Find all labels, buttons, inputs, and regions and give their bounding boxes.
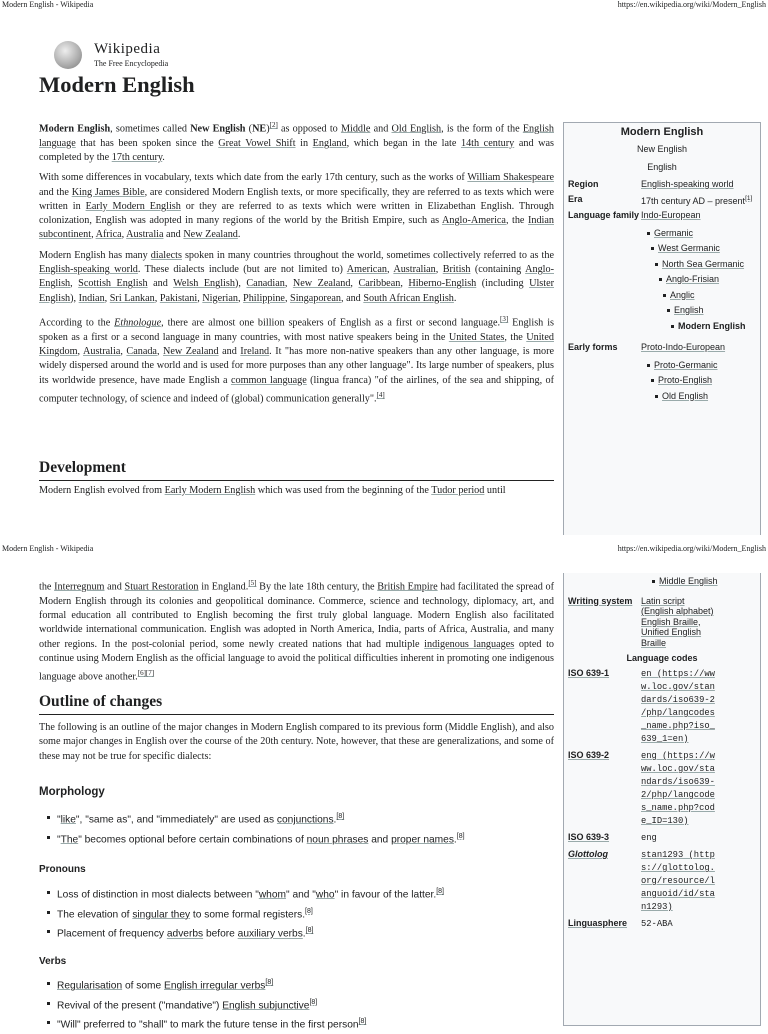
infobox-label-region: Region bbox=[568, 179, 599, 189]
family-tree-item[interactable]: Anglo-Frisian bbox=[666, 274, 720, 284]
development-paragraph-start: Modern English evolved from Early Modern English which was used from the beginning of the Tudor period until bbox=[39, 485, 506, 496]
section-heading-outline: Outline of changes bbox=[39, 693, 554, 715]
family-tree-item[interactable]: Anglic bbox=[670, 289, 695, 300]
infobox-glottolog-link[interactable]: stan1293 (http s://glottolog. org/resource/l anguoid/id/sta n1293) bbox=[641, 850, 715, 912]
writing-item[interactable]: Unified English bbox=[641, 627, 702, 637]
infobox-row-region bbox=[564, 177, 760, 192]
infobox-era-ref[interactable]: [1] bbox=[745, 194, 753, 202]
infobox-row-era bbox=[564, 192, 760, 209]
early-forms-item[interactable]: Middle English bbox=[659, 576, 718, 586]
infobox-iso3-value: eng bbox=[641, 833, 657, 843]
infobox-title: Modern English bbox=[620, 126, 704, 138]
family-tree bbox=[641, 221, 756, 339]
infobox-label-iso1[interactable]: ISO 639-1 bbox=[568, 668, 610, 678]
infobox-alt-name-2: English bbox=[647, 162, 677, 172]
intro-paragraph-3: Modern English has many dialects spoken in many countries throughout the world, sometimes collectively referred to as the English-speaking world. These dialects include (but are not limited to) American, Australian, British (containing Anglo-English, Scottish English and Welsh English), Canadian, New Zealand, Caribbean, Hiberno-English (including Ulster English), Indian, Sri Lankan, Pakistani, Nigerian, Philippine, Singaporean, and South African English. bbox=[39, 249, 555, 304]
verbs-list bbox=[39, 975, 557, 1034]
infobox-row-iso2 bbox=[564, 748, 760, 830]
infobox-row-linguasphere bbox=[564, 916, 760, 933]
article-intro bbox=[39, 118, 554, 407]
print-header-title: Modern English - Wikipedia bbox=[2, 544, 94, 553]
infobox-label-family: Language family bbox=[568, 210, 640, 220]
early-forms-item[interactable]: Proto-English bbox=[658, 375, 713, 385]
infobox bbox=[563, 122, 761, 535]
print-header-title: Modern English - Wikipedia bbox=[2, 0, 94, 9]
infobox-linguasphere-value: 52-ABA bbox=[641, 919, 673, 929]
infobox-label-linguasphere[interactable]: Linguasphere bbox=[568, 918, 628, 928]
infobox-era-value: 17th century AD – present bbox=[641, 195, 746, 206]
infobox-iso1-link[interactable]: en (https://ww w.loc.gov/stan dards/iso639-2 /php/langcodes _name.php?iso_ 639_1=en) bbox=[641, 669, 715, 744]
writing-item[interactable]: Latin script bbox=[641, 595, 685, 606]
infobox-label-glottolog[interactable]: Glottolog bbox=[568, 849, 608, 859]
section-heading-verbs: Verbs bbox=[39, 956, 67, 967]
family-tree-item[interactable]: West Germanic bbox=[658, 243, 720, 253]
list-item: The elevation of singular they to some formal registers.[8] bbox=[57, 904, 557, 924]
list-item: "Will" preferred to "shall" to mark the future tense in the first person[8] bbox=[57, 1014, 557, 1034]
page-title: Modern English bbox=[39, 72, 195, 97]
list-item: Revival of the present ("mandative") English subjunctive[8] bbox=[57, 995, 557, 1015]
family-tree-item[interactable]: North Sea Germanic bbox=[662, 258, 745, 269]
family-tree-item-current: Modern English bbox=[678, 320, 746, 331]
list-item: Loss of distinction in most dialects between "whom" and "who" in favour of the latter.[8] bbox=[57, 884, 557, 904]
wikipedia-logo[interactable] bbox=[50, 40, 190, 72]
outline-paragraph: The following is an outline of the major changes in Modern English compared to its previous form (Middle English), and also some major changes in English over the course of the 20th century. Note, however, that these are generalizations, and some of these may not be true for specific dialects: bbox=[39, 722, 554, 762]
infobox-row-writing bbox=[564, 594, 760, 651]
list-item: "The" becomes optional before certain combinations of noun phrases and proper names.[8] bbox=[57, 829, 557, 849]
logo-tagline: The Free Encyclopedia bbox=[94, 59, 169, 68]
infobox-row-family bbox=[564, 208, 760, 340]
section-heading-pronouns: Pronouns bbox=[39, 864, 86, 875]
infobox-row-iso1 bbox=[564, 666, 760, 748]
infobox-label-iso3[interactable]: ISO 639-3 bbox=[568, 832, 610, 842]
infobox-continued bbox=[563, 573, 761, 1026]
print-header-url[interactable]: https://en.wikipedia.org/wiki/Modern_English bbox=[617, 544, 766, 553]
family-tree-item[interactable]: Germanic bbox=[654, 227, 694, 238]
early-forms-item[interactable]: Proto-Germanic bbox=[654, 359, 718, 370]
pronouns-list bbox=[39, 884, 557, 943]
development-paragraph-continued: the Interregnum and Stuart Restoration in England.[5] By the late 18th century, the British Empire had facilitated the spread of Modern English through its colonies and geopolitical dominance. Commerce, science and technology, diplomacy, art, and formal education all contributed to English becoming the first truly global language. Modern English also facilitated worldwide international communication. English was adopted in North America, India, parts of Africa, Australia, and many other regions. In the post-colonial period, some newly created nations that had multiple indigenous languages opted to continue using Modern English as the official language to avoid the political difficulties inherent in promoting one indigenous language above another.[6][7] bbox=[39, 579, 554, 683]
list-item: Regularisation of some English irregular verbs[8] bbox=[57, 975, 557, 995]
logo-wordmark: Wikipedia bbox=[94, 41, 161, 57]
writing-item[interactable]: (English alphabet) bbox=[641, 606, 714, 616]
family-tree-item[interactable]: English bbox=[674, 305, 704, 315]
page-2 bbox=[0, 535, 768, 1031]
infobox-family-root[interactable]: Indo-European bbox=[641, 210, 701, 220]
writing-item[interactable]: English Braille, bbox=[641, 616, 701, 627]
list-item: "like", "same as", and "immediately" are used as conjunctions.[8] bbox=[57, 809, 557, 829]
infobox-early-root[interactable]: Proto-Indo-European bbox=[641, 342, 726, 352]
section-heading-development: Development bbox=[39, 459, 554, 481]
section-heading-morphology: Morphology bbox=[39, 786, 105, 798]
intro-paragraph-2: With some differences in vocabulary, texts which date from the early 17th century, such as the works of William Shakespeare and the King James Bible, are considered Modern English texts, or more specifically, they are referred to as texts which were written in Early Modern English or they are referred to as texts which were written in Elizabethan English. Through colonization, English was adopted in many regions of the world by the British Empire, such as Anglo-America, the Indian subcontinent, Africa, Australia and New Zealand. bbox=[39, 172, 555, 241]
infobox-label-iso2[interactable]: ISO 639-2 bbox=[568, 750, 610, 760]
writing-item[interactable]: Braille bbox=[641, 637, 667, 648]
infobox-row-glottolog bbox=[564, 847, 760, 916]
infobox-region-link[interactable]: English-speaking world bbox=[641, 179, 734, 189]
infobox-iso2-link[interactable]: eng (https://w ww.loc.gov/sta ndards/iso639- 2/php/langcode s_name.php?cod e_ID=130) bbox=[641, 751, 715, 826]
infobox-row-early-forms bbox=[564, 340, 760, 410]
intro-paragraph-1: Modern English, sometimes called New English (NE)[2] as opposed to Middle and Old English, is the form of the English language that has been spoken since the Great Vowel Shift in England, which began in the late 14th century and was completed by the 17th century. bbox=[39, 121, 554, 163]
infobox-label-writing[interactable]: Writing system bbox=[568, 595, 633, 606]
infobox-alt-name: New English bbox=[636, 144, 688, 154]
infobox-row-iso3 bbox=[564, 830, 760, 847]
intro-paragraph-4: According to the Ethnologue, there are almost one billion speakers of English as a first or second language.[3] English is spoken as a first or a second language in many countries, with most native speakers being in the United States, the United Kingdom, Australia, Canada, New Zealand and Ireland. It "has more non-native speakers than any other language, is more widely dispersed around the world and is used for more purposes than any other language". Its large number of speakers, plus its worldwide presence, have made English a common language (lingua franca) "of the airlines, of the sea and shipping, of computer technology, of science and indeed of (global) communication generally".[4] bbox=[39, 314, 555, 405]
infobox-label-era: Era bbox=[568, 193, 583, 204]
early-forms-tree-continued bbox=[564, 576, 760, 594]
infobox-label-early-forms: Early forms bbox=[568, 342, 618, 352]
early-forms-item[interactable]: Old English bbox=[662, 390, 709, 401]
list-item: Placement of frequency adverbs before auxiliary verbs.[8] bbox=[57, 923, 557, 943]
early-forms-tree bbox=[641, 353, 756, 409]
infobox-language-codes-header: Language codes bbox=[626, 653, 698, 663]
morphology-list bbox=[39, 809, 557, 848]
wikipedia-globe-icon bbox=[54, 41, 82, 69]
print-header-url[interactable]: https://en.wikipedia.org/wiki/Modern_English bbox=[617, 0, 766, 9]
